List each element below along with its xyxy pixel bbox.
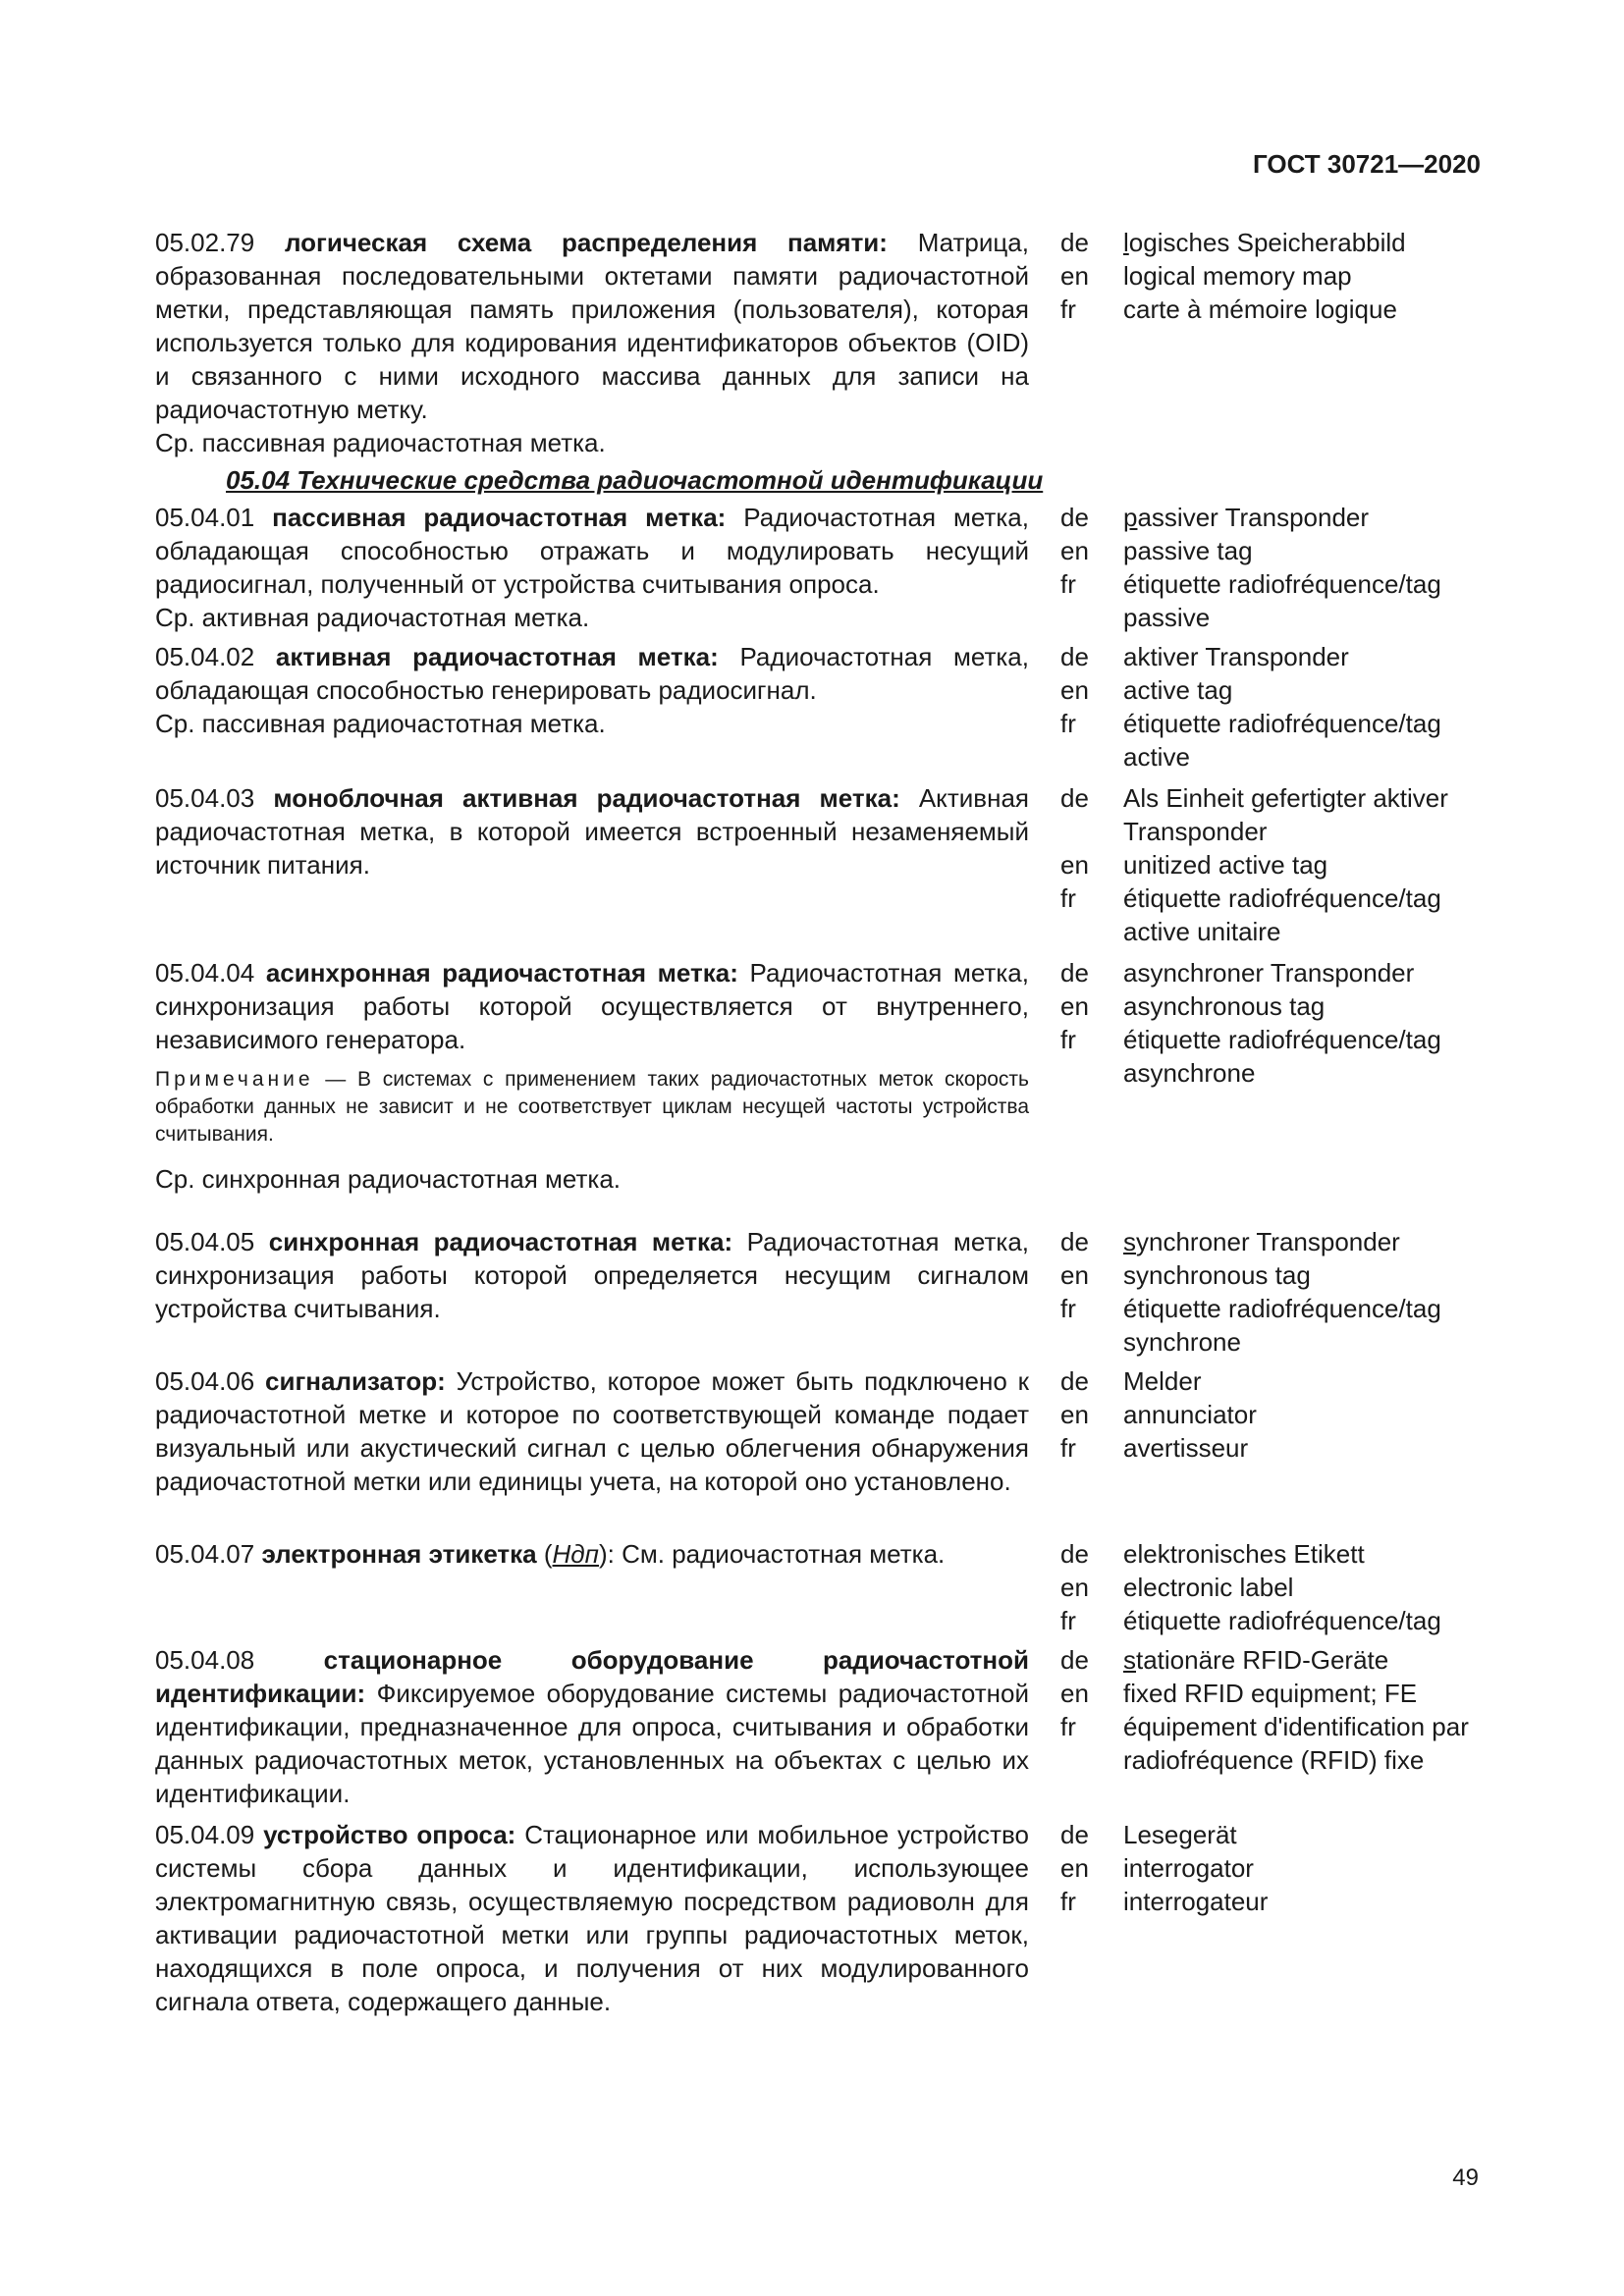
entry-term: логическая схема распределения памяти:	[284, 228, 888, 257]
document-page: ГОСТ 30721—2020 05.02.79 логическая схема распределения памяти: Матрица, образованная последовательными октетами памяти радиочастотной метки, представляющая память приложения (пользователя), которая используется только для кодирования идентификаторов объектов (OID) и связанного с ними исходного массива данных для записи на радиочастотную метку. Ср. пассивная радиочастотная метка. de logisches Speicherabbild en logical memory map fr carte à mémoire logique 05.04 Технические средства радиочастотной идентификации 05.04.01 пассивная радиочастотная метка: Радиочастотная метка, обладающая способностью отражать и модулировать несущий радиосигнал, полученный от устройства считывания опроса. Ср. активная радиочастотная метка. de passiver Transponder en passive tag fr étiquette radiofréquence/tag passive 05.04.02 активная радиочастотная метка: Радиочастотная метка, обладающая способностью генерировать радиосигнал. Ср. пассивная радиочастотная метка. de aktiver Transponder en active tag fr étiquette radiofréquence/tag active 05.04.03 моноблочная активная радиочастотная метка: Активная радиочастотная метка, в которой имеется встроенный незаменяемый источник питания. de Als Einheit gefertigter aktiver Transponder en unitized active tag fr étiquette radiofréquence/tag active unitaire 05.04.04 асинхронная радиочастотная метка: Радиочастотная метка, синхронизация работы которой осуществляется от внутреннего, независимого генератора. Примечание — В системах с применением таких радиочастотных меток скорость обработки данных не зависит и не соответствует циклам несущей частоты устройства считывания. Ср. синхронная радиочастотная метка. de asynchroner Transponder en asynchronous tag fr étiquette radiofréquence/tag asynchrone 05.04.05 синхронная радиочастотная метка: Радиочастотная метка, синхронизация работы которой определяется несущим сигналом устройства считывания. de synchroner Transponder en synchronous tag fr étiquette radiofréquence/tag synchrone 05.04.06 сигнализатор: Устройство, которое может быть подключено к радиочастотной метке и которое по соответствующей команде подает визуальный или акустический сигнал с целью облегчения обнаружения радиочастотной метки или единицы учета, на которой оно установлено. de Melder en annunciator fr avertisseur 05.04.07 электронная этикетка (Ндп): См. радиочастотная метка. de elektronisches Etikett en electronic label fr étiquette radiofréquence/tag 05.04.08 стационарное оборудование радиочастотной идентификации: Фиксируемое оборудование системы радиочастотной идентификации, предназначенное для опроса, считывания и обработки данных радиочастотных меток, установленных на объектах с целью их идентификации. de stationäre RFID-Geräte en fixed RFID equipment; FE fr équipement d'identification par radiofréquence (RFID) fixe 05.04.09 устройство опроса: Стационарное или мобильное устройство системы сбора данных и идентификации, использующее электромагнитную связь, осуществляемую посредством радиоволн для активации радиочастотной метки или группы радиочастотных меток, находящихся в поле опроса, и получения от них модулированного сигнала ответа, содержащего данные. de Lesegerät en interrogator fr interrogateur 49	[0, 0, 1624, 2296]
entry-number: 05.02.79	[155, 228, 255, 257]
entry-def: Матрица, образованная последовательными октетами памяти радиочастотной метки, представляющая память приложения (пользователя), которая используется только для кодирования идентификаторов объектов (OID) и связанного с ними исходного массива данных для записи на радиочастотную метку.	[155, 228, 1029, 424]
page-number: 49	[1452, 2164, 1479, 2191]
section-title: 05.04 Технические средства радиочастотной идентификации	[226, 465, 1044, 495]
note: Примечание — В системах с применением таких радиочастотных меток скорость обработки данных не зависит и не соответствует циклам несущей частоты устройства считывания.	[155, 1068, 1029, 1146]
entry-definition	[155, 226, 1029, 459]
translations: de logisches Speicherabbild en logical memory map fr carte à mémoire logique	[1060, 228, 1406, 324]
page-header: ГОСТ 30721—2020	[1253, 149, 1481, 179]
entry-see: Ср. пассивная радиочастотная метка.	[155, 428, 606, 457]
